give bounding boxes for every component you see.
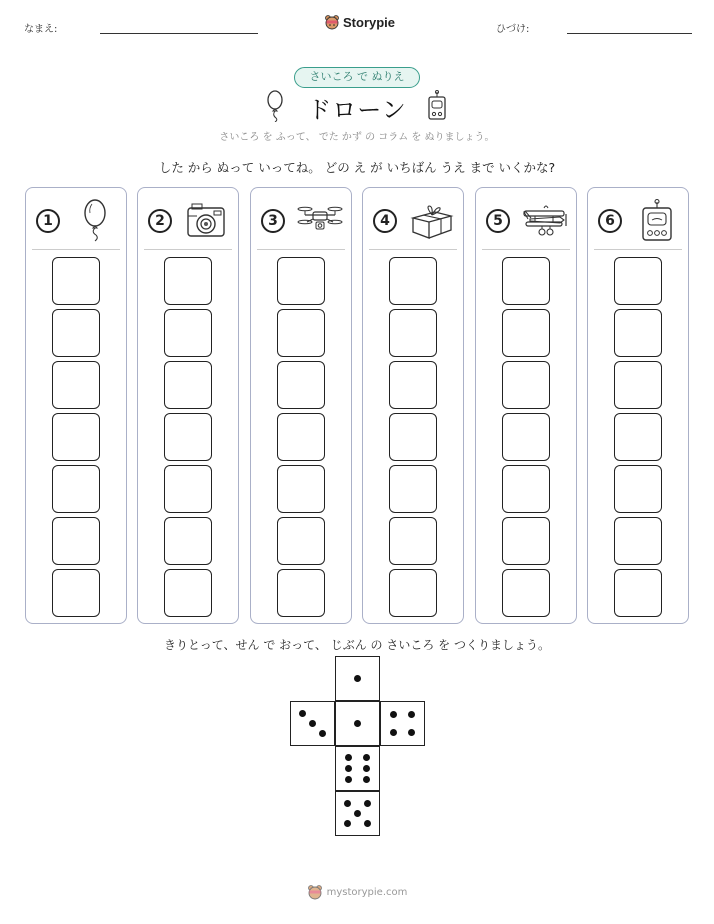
color-cell[interactable] [389, 413, 437, 461]
activity-badge: さいころ で ぬりえ [294, 67, 420, 88]
column-divider [482, 249, 570, 250]
footer [0, 884, 714, 900]
airplane-icon [520, 198, 570, 242]
color-cell[interactable] [52, 309, 100, 357]
color-cell[interactable] [164, 569, 212, 617]
color-cell[interactable] [614, 465, 662, 513]
die-pip [364, 820, 371, 827]
column-header [363, 188, 463, 250]
column-number: 5 [486, 209, 510, 233]
name-label: なまえ: [24, 24, 58, 35]
color-cell[interactable] [164, 517, 212, 565]
column-header [26, 188, 126, 250]
subtitle: さいころ を ふって、 でた かず の コラム を ぬりましょう。 [219, 132, 495, 143]
die-face-one [335, 656, 380, 701]
color-cell[interactable] [52, 257, 100, 305]
color-cell[interactable] [614, 517, 662, 565]
column-4 [362, 187, 464, 624]
color-cell[interactable] [389, 309, 437, 357]
color-cell[interactable] [614, 413, 662, 461]
die-face-five [335, 791, 380, 836]
column-divider [144, 249, 232, 250]
color-cell[interactable] [164, 361, 212, 409]
cut-instruction: きりとって、せん で おって、 じぶん の さいころ を つくりましょう。 [164, 638, 550, 652]
column-number: 4 [373, 209, 397, 233]
drone-icon [295, 198, 345, 242]
instruction: した から ぬって いってね。 どの え が いちばん うえ まで いくかな? [158, 160, 556, 175]
die-pip [363, 754, 370, 761]
color-cell[interactable] [277, 465, 325, 513]
column-divider [32, 249, 120, 250]
die-pip [354, 810, 361, 817]
color-cell[interactable] [164, 257, 212, 305]
color-cell[interactable] [277, 257, 325, 305]
column-header [588, 188, 688, 250]
color-cell[interactable] [502, 569, 550, 617]
camera-icon [182, 198, 232, 242]
die-pip [390, 729, 397, 736]
die-pip [345, 776, 352, 783]
color-cell[interactable] [502, 517, 550, 565]
color-cell[interactable] [277, 517, 325, 565]
die-pip [408, 711, 415, 718]
column-3 [250, 187, 352, 624]
color-cell[interactable] [502, 465, 550, 513]
color-cell[interactable] [52, 361, 100, 409]
die-pip [344, 800, 351, 807]
column-number: 1 [36, 209, 60, 233]
balloon-icon [70, 198, 120, 242]
die-pip [354, 720, 361, 727]
die-face-three [290, 701, 335, 746]
color-cell[interactable] [614, 309, 662, 357]
color-cell[interactable] [277, 413, 325, 461]
name-line [100, 33, 258, 34]
column-header [251, 188, 351, 250]
date-line [567, 33, 692, 34]
die-pip [299, 710, 306, 717]
die-pip [364, 800, 371, 807]
die-pip [390, 711, 397, 718]
brand-name: Storypie [343, 14, 396, 30]
bear-icon [307, 884, 323, 900]
die-pip [354, 675, 361, 682]
color-cell[interactable] [502, 361, 550, 409]
column-5 [475, 187, 577, 624]
color-cell[interactable] [277, 361, 325, 409]
color-cell[interactable] [502, 257, 550, 305]
color-cell[interactable] [164, 465, 212, 513]
die-pip [345, 754, 352, 761]
bear-icon [324, 14, 340, 30]
color-cell[interactable] [389, 517, 437, 565]
gift-icon [407, 198, 457, 242]
color-cell[interactable] [502, 413, 550, 461]
color-cell[interactable] [52, 465, 100, 513]
die-pip [345, 765, 352, 772]
die-pip [363, 776, 370, 783]
die-pip [309, 720, 316, 727]
column-number: 6 [598, 209, 622, 233]
robot-icon [632, 198, 682, 242]
column-header [476, 188, 576, 250]
header [0, 14, 714, 38]
die-pip [363, 765, 370, 772]
footer-url[interactable]: mystorypie.com [326, 886, 408, 898]
color-cell[interactable] [502, 309, 550, 357]
column-divider [369, 249, 457, 250]
column-6 [587, 187, 689, 624]
brand-logo [324, 14, 395, 30]
color-cell[interactable] [614, 257, 662, 305]
column-divider [257, 249, 345, 250]
die-face-six [335, 746, 380, 791]
column-divider [594, 249, 682, 250]
color-cell[interactable] [277, 569, 325, 617]
page-title: ドローン [307, 96, 407, 124]
date-label: ひづけ: [496, 24, 530, 35]
color-cell[interactable] [389, 257, 437, 305]
color-cell[interactable] [614, 569, 662, 617]
column-number: 2 [148, 209, 172, 233]
die-pip [408, 729, 415, 736]
column-number: 3 [261, 209, 285, 233]
color-cell[interactable] [389, 361, 437, 409]
column-1 [25, 187, 127, 624]
color-cell[interactable] [52, 413, 100, 461]
column-header [138, 188, 238, 250]
robot-icon [426, 90, 448, 122]
die-face-one [335, 701, 380, 746]
color-cell[interactable] [389, 465, 437, 513]
column-2 [137, 187, 239, 624]
die-pip [344, 820, 351, 827]
title-row [0, 88, 714, 124]
die-pip [319, 730, 326, 737]
color-cell[interactable] [614, 361, 662, 409]
color-cell[interactable] [389, 569, 437, 617]
color-cell[interactable] [164, 413, 212, 461]
color-cell[interactable] [52, 517, 100, 565]
die-face-four [380, 701, 425, 746]
color-cell[interactable] [277, 309, 325, 357]
color-cell[interactable] [52, 569, 100, 617]
color-cell[interactable] [164, 309, 212, 357]
